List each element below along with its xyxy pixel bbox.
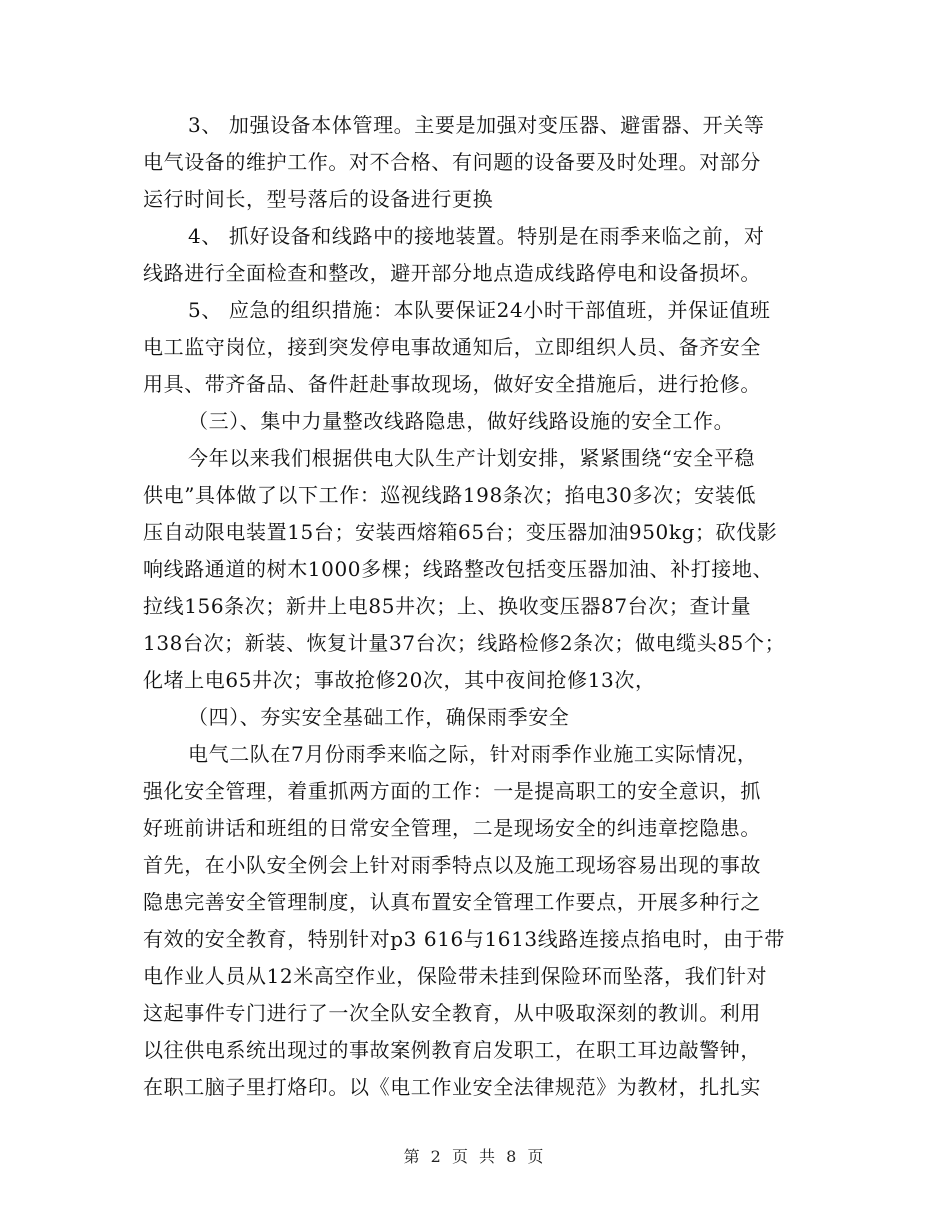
text-line: 以往供电系统出现过的事故案例教育启发职工，在职工耳边敲警钟，	[143, 1038, 761, 1062]
text-line: 电工监守岗位，接到突发停电事故通知后，立即组织人员、备齐安全	[143, 335, 761, 359]
text-line: 强化安全管理，着重抓两方面的工作：一是提高职工的安全意识，抓	[143, 779, 761, 803]
text-line: 有效的安全教育，特别针对p3 616与1613线路连接点掐电时，由于带	[143, 927, 785, 951]
text-line: 运行时间长，型号落后的设备进行更换	[143, 187, 494, 211]
text-line: 响线路通道的树木1000多棵；线路整改包括变压器加油、补打接地、	[143, 557, 774, 581]
text-line: 首先，在小队安全例会上针对雨季特点以及施工现场容易出现的事故	[143, 853, 761, 877]
text-line: （三）、集中力量整改线路隐患，做好线路设施的安全工作。	[188, 409, 735, 433]
text-line: 4、 抓好设备和线路中的接地装置。特别是在雨季来临之前，对	[188, 224, 765, 248]
text-line: 用具、带齐备品、备件赶赴事故现场，做好安全措施后，进行抢修。	[143, 372, 761, 396]
text-line: 今年以来我们根据供电大队生产计划安排，紧紧围绕“安全平稳	[188, 446, 756, 470]
text-line: 在职工脑子里打烙印。以《电工作业安全法律规范》为教材，扎扎实	[143, 1075, 761, 1099]
text-line: 好班前讲话和班组的日常安全管理，二是现场安全的纠违章挖隐患。	[143, 816, 761, 840]
page-footer: 第 2 页 共 8 页	[403, 1147, 547, 1166]
text-line: 压自动限电装置15台；安装西熔箱65台；变压器加油950kg；砍伐影	[143, 520, 778, 544]
text-line: 线路进行全面检查和整改，避开部分地点造成线路停电和设备损坏。	[143, 261, 761, 285]
text-line: 化堵上电65井次；事故抢修20次，其中夜间抢修13次，	[143, 668, 656, 692]
text-line: 隐患完善安全管理制度，认真布置安全管理工作要点，开展多种行之	[143, 890, 761, 914]
text-line: 电气二队在7月份雨季来临之际，针对雨季作业施工实际情况，	[188, 742, 758, 766]
text-line: 这起事件专门进行了一次全队安全教育，从中吸取深刻的教训。利用	[143, 1001, 761, 1025]
text-line: （四）、夯实安全基础工作，确保雨季安全	[188, 705, 570, 729]
text-line: 138台次；新装、恢复计量37台次；线路检修2条次；做电缆头85个；	[143, 631, 786, 655]
text-line: 拉线156条次；新井上电85井次；上、换收变压器87台次；查计量	[143, 594, 752, 618]
text-line: 3、 加强设备本体管理。主要是加强对变压器、避雷器、开关等	[188, 113, 765, 137]
text-line: 供电”具体做了以下工作：巡视线路198条次；掐电30多次；安装低	[143, 483, 757, 507]
text-line: 5、 应急的组织措施：本队要保证24小时干部值班，并保证值班	[188, 298, 771, 322]
document-body	[143, 107, 808, 1106]
text-line: 电气设备的维护工作。对不合格、有问题的设备要及时处理。对部分	[143, 150, 761, 174]
text-line: 电作业人员从12米高空作业，保险带未挂到保险环而坠落，我们针对	[143, 964, 768, 988]
